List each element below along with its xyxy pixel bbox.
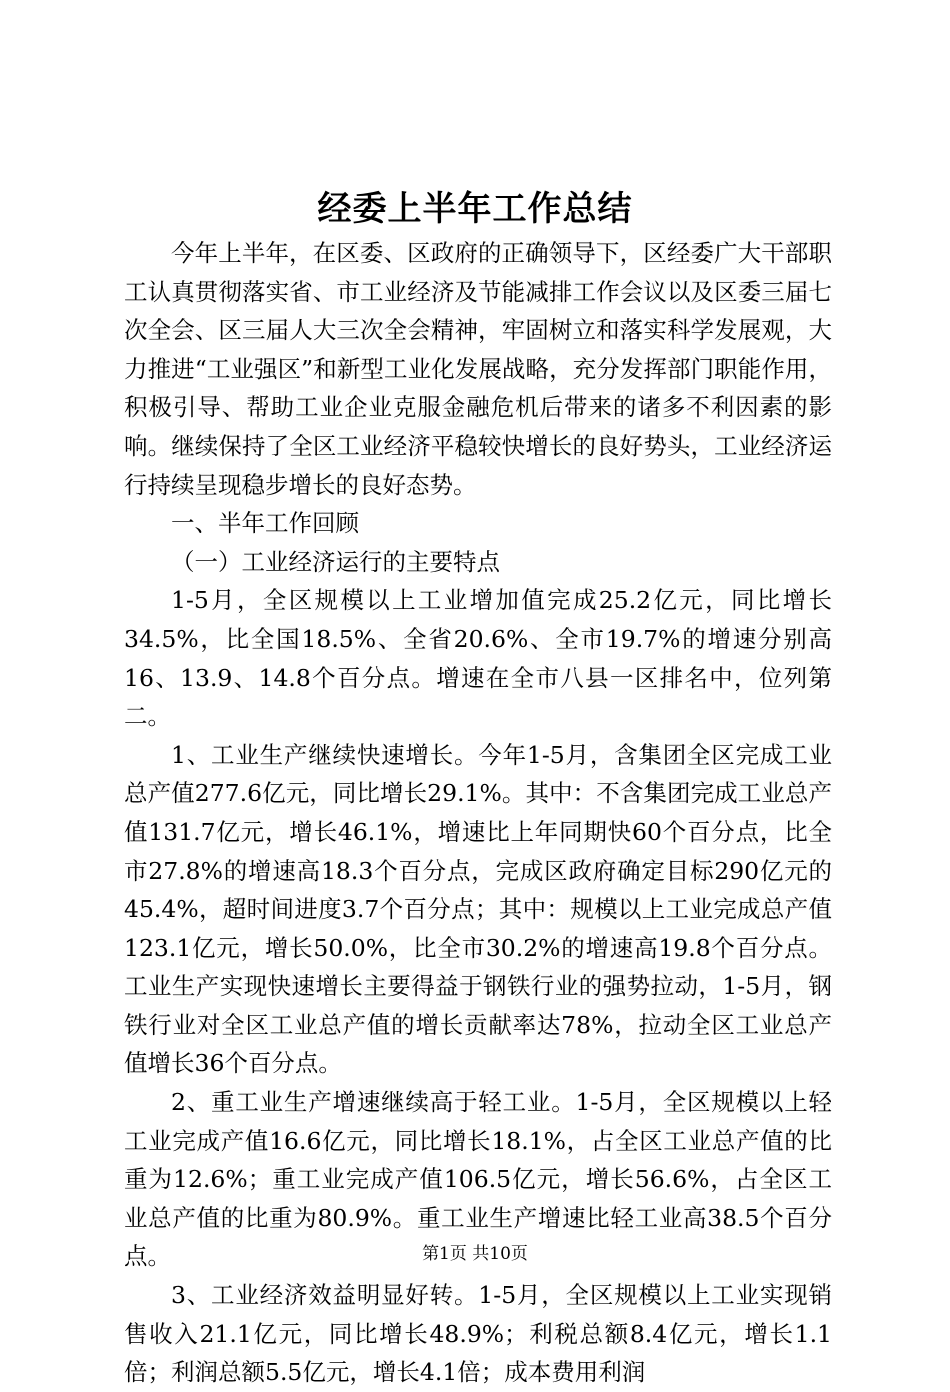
paragraph-point-2: 2、重工业生产增速继续高于轻工业。1-5月，全区规模以上轻工业完成产值16.6亿元，同比增长18.1%，占全区工业总产值的比重为12.6%；重工业完成产值106.5亿元，增长56.6%，占全区工业总产值的比重为80.9%。重工业生产增速比轻工业高38.5个百分点。 [124, 1088, 832, 1271]
paragraph-point-3: 3、工业经济效益明显好转。1-5月，全区规模以上工业实现销售收入21.1亿元，同比增长48.9%；利税总额8.4亿元，增长1.1倍；利润总额5.5亿元，增长4.1倍；成本费用利润 [124, 1281, 832, 1387]
paragraph-overview: 1-5月，全区规模以上工业增加值完成25.2亿元，同比增长34.5%，比全国18.5%、全省20.6%、全市19.7%的增速分别高16、13.9、14.8个百分点。增速在全市八县一区排名中，位列第二。 [124, 586, 832, 731]
subsection-heading-features: （一）工业经济运行的主要特点 [171, 547, 500, 576]
paragraph-point-1: 1、工业生产继续快速增长。今年1-5月，含集团全区完成工业总产值277.6亿元，同比增长29.1%。其中：不含集团完成工业总产值131.7亿元，增长46.1%，增速比上年同期快60个百分点，比全市27.8%的增速高18.3个百分点，完成区政府确定目标290亿元的45.4%，超时间进度3.7个百分点；其中：规模以上工业完成总产值123.1亿元，增长50.0%，比全市30.2%的增速高19.8个百分点。工业生产实现快速增长主要得益于钢铁行业的强势拉动，1-5月，钢铁行业对全区工业总产值的增长贡献率达78%，拉动全区工业总产值增长36个百分点。 [124, 740, 832, 1078]
section-heading-review: 一、半年工作回顾 [171, 509, 359, 538]
paragraph-intro: 今年上半年，在区委、区政府的正确领导下，区经委广大干部职工认真贯彻落实省、市工业经济及节能减排工作会议以及区委三届七次全会、区三届人大三次全会精神，牢固树立和落实科学发展观，大力推进“工业强区”和新型工业化发展战略，充分发挥部门职能作用，积极引导、帮助工业企业克服金融危机后带来的诸多不利因素的影响。继续保持了全区工业经济平稳较快增长的良好势头，工业经济运行持续呈现稳步增长的良好态势。 [124, 239, 832, 499]
document-body [124, 234, 832, 1392]
page-number-footer: 第1页 共10页 [422, 1244, 528, 1264]
document-title: 经委上半年工作总结 [317, 189, 633, 229]
